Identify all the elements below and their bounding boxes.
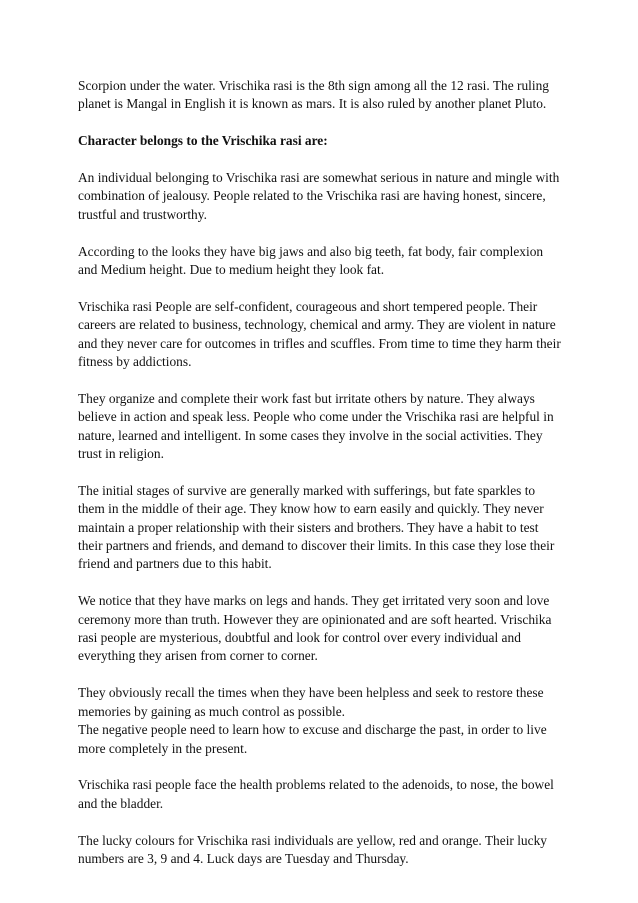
paragraph-marks: We notice that they have marks on legs and hands. They get irritated very soon and love ceremony more than truth. However they are opinionated and are soft hearted. Vrischika rasi people are mysterious, doubtful and look for control over every individual and everything they arisen from corner to corner. xyxy=(78,593,552,664)
paragraph-work: They organize and complete their work fast but irritate others by nature. They always believe in action and speak less. People who come under the Vrischika rasi are helpful in nature, learned and intelligent. In some cases they involve in the social activities. They trust in religion. xyxy=(78,390,554,462)
paragraph-memories: They obviously recall the times when they have been helpless and seek to restore these memories by gaining as much control as possible. xyxy=(78,685,544,719)
paragraph-lucky: The lucky colours for Vrischika rasi individuals are yellow, red and orange. Their lucky numbers are 3, 9 and 4. Luck days are Tuesday and Thursday. xyxy=(78,832,547,866)
paragraph-life-stages: The initial stages of survive are generally marked with sufferings, but fate sparkles to them in the middle of their age. They know how to earn easily and quickly. They never maintain a proper relationship with their sisters and brothers. They have a habit to test their partners and friends, and demand to discover their limits. In this case they lose their friend and partners due to this habit. xyxy=(78,482,555,572)
paragraph-careers: Vrischika rasi People are self-confident, courageous and short tempered people. Their careers are related to business, technology, chemical and army. They are violent in nature and they never care for outcomes in trifles and scuffles. From time to time they harm their fitness by addictions. xyxy=(78,298,561,370)
document-body xyxy=(78,77,563,887)
paragraph-looks: According to the looks they have big jaws and also big teeth, fat body, fair complexion and Medium height. Due to medium height they look fat. xyxy=(78,243,544,278)
paragraph-intro: Scorpion under the water. Vrischika rasi is the 8th sign among all the 12 rasi. The ruling planet is Mangal in English it is known as mars. It is also ruled by another planet Pluto. xyxy=(78,78,549,112)
section-heading: Character belongs to the Vrischika rasi are: xyxy=(78,133,328,149)
paragraph-negative: The negative people need to learn how to excuse and discharge the past, in order to live more completely in the present. xyxy=(78,722,547,756)
paragraph-health: Vrischika rasi people face the health problems related to the adenoids, to nose, the bowel and the bladder. xyxy=(78,777,554,811)
paragraph-nature: An individual belonging to Vrischika rasi are somewhat serious in nature and mingle with combination of jealousy. People related to the Vrischika rasi are having honest, sincere, trustful and trustworthy. xyxy=(78,170,560,222)
